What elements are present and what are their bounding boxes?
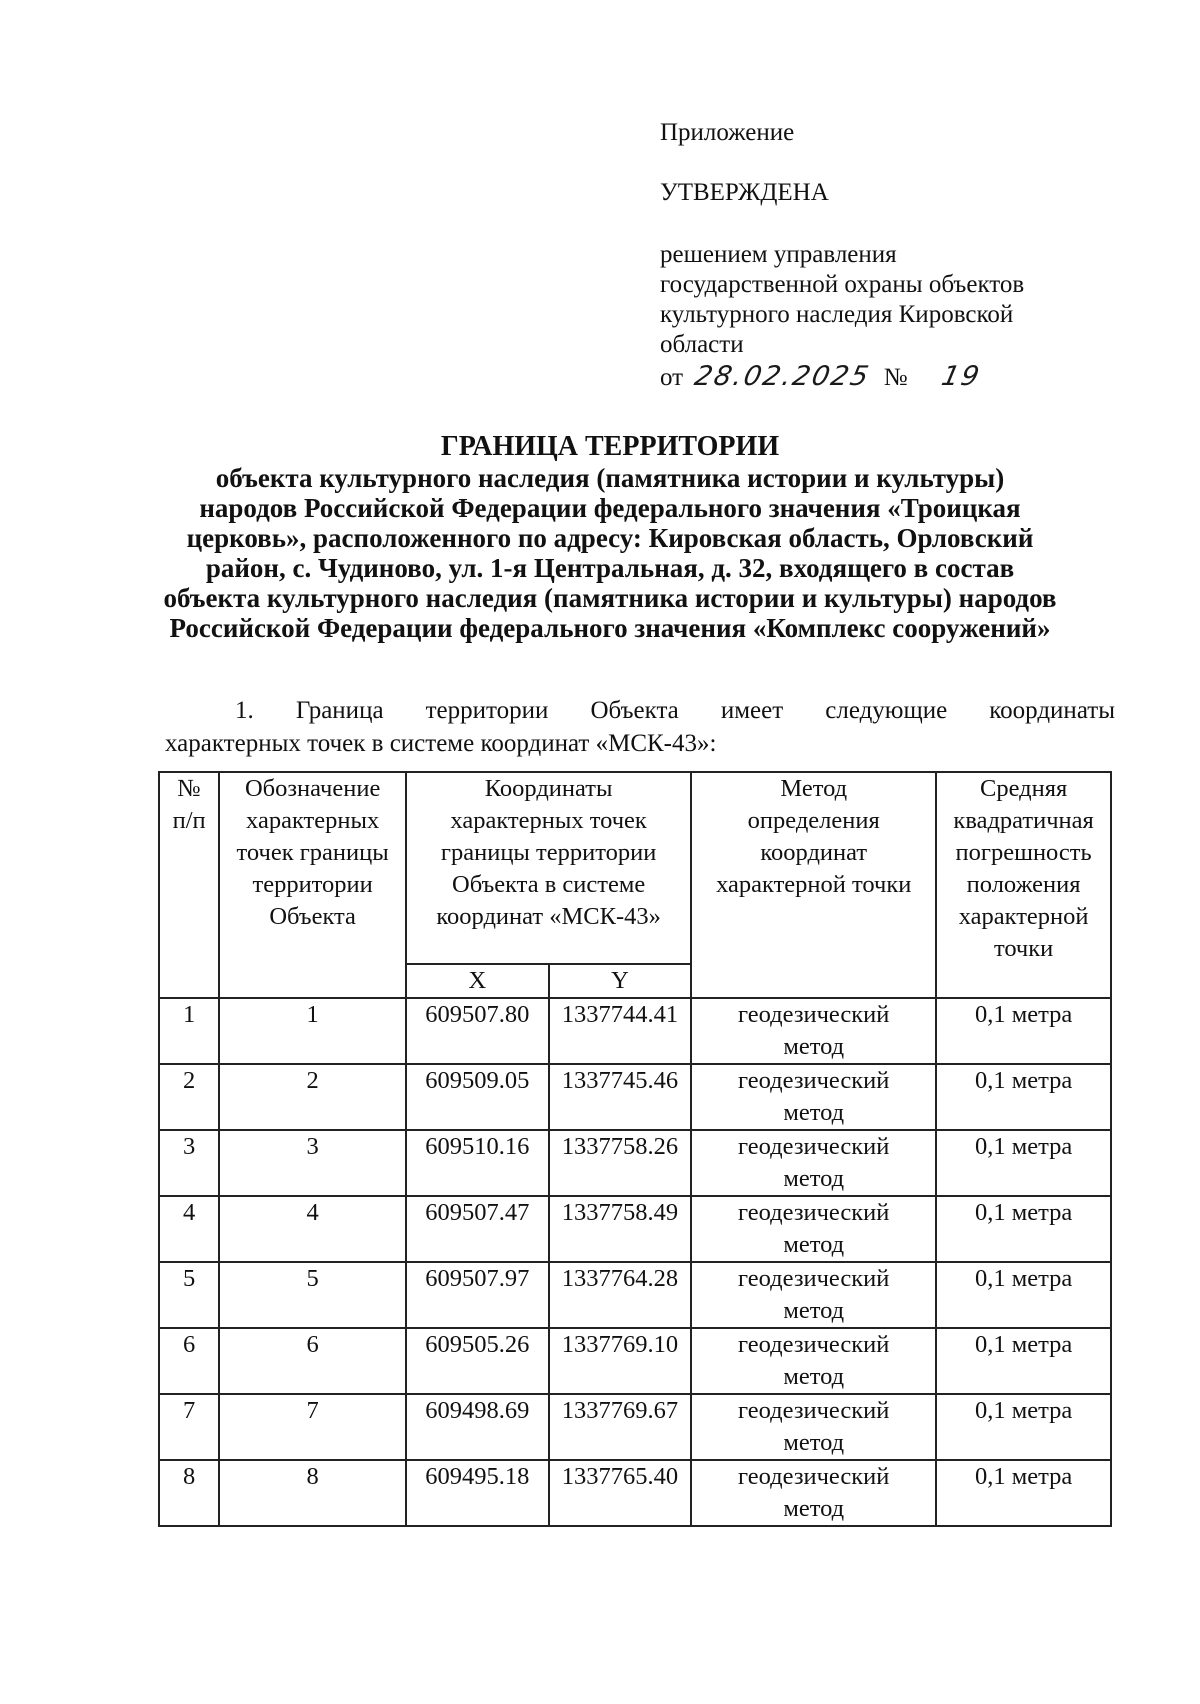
method-text: метод: [783, 1297, 845, 1324]
coordinates-table: [158, 771, 1112, 1527]
table-row: [159, 1064, 1111, 1130]
cell-y: 1337758.49: [549, 1196, 692, 1262]
cell-method: [691, 1394, 936, 1460]
cell-method: [691, 1460, 936, 1526]
cell-point: 3: [219, 1130, 406, 1196]
cell-num: 7: [159, 1394, 219, 1460]
method-text: геодезический: [738, 1133, 890, 1160]
header-text: Метод: [780, 775, 848, 802]
method-text: геодезический: [738, 1067, 890, 1094]
method-text: геодезический: [738, 1265, 890, 1292]
document-title: [150, 432, 1070, 643]
cell-y: 1337758.26: [549, 1130, 692, 1196]
decision-line: решением управления: [660, 241, 897, 268]
cell-point: 6: [219, 1328, 406, 1394]
title-line: объекта культурного наследия (памятника истории и культуры): [215, 463, 1005, 493]
cell-method: [691, 1130, 936, 1196]
method-text: геодезический: [738, 1199, 890, 1226]
cell-y: 1337745.46: [549, 1064, 692, 1130]
cell-point: 8: [219, 1460, 406, 1526]
number-sign: №: [883, 364, 908, 391]
header-text: №: [177, 775, 201, 802]
table-row: [159, 1394, 1111, 1460]
header-coordinates: [406, 772, 691, 964]
method-text: метод: [783, 1495, 845, 1522]
table-row: [159, 998, 1111, 1064]
title-line: Российской Федерации федерального значения «Комплекс сооружений»: [169, 613, 1051, 643]
cell-x: 609507.97: [406, 1262, 549, 1328]
method-text: метод: [783, 1099, 845, 1126]
method-text: геодезический: [738, 1397, 890, 1424]
header-text: точки: [993, 935, 1054, 962]
header-text: характерных точек: [450, 807, 647, 834]
approved-label: [660, 178, 829, 208]
method-text: метод: [783, 1165, 845, 1192]
header-text: точек границы: [236, 839, 389, 866]
header-text: Объекта: [269, 903, 356, 930]
handwritten-date: 28.02.2025: [691, 361, 874, 392]
cell-num: 5: [159, 1262, 219, 1328]
appendix-label: [660, 118, 794, 148]
table-row: [159, 1196, 1111, 1262]
cell-num: 2: [159, 1064, 219, 1130]
paragraph-line: 1. Граница территории Объекта имеет следующие координаты: [235, 697, 1115, 724]
date-number-line: [660, 361, 984, 393]
cell-method: [691, 1064, 936, 1130]
cell-x: 609505.26: [406, 1328, 549, 1394]
cell-error: 0,1 метра: [936, 1460, 1111, 1526]
paragraph-line: характерных точек в системе координат «МСК-43»:: [165, 730, 717, 757]
header-text: характерной точки: [716, 871, 912, 898]
cell-x: 609498.69: [406, 1394, 549, 1460]
header-text: положения: [966, 871, 1081, 898]
cell-error: 0,1 метра: [936, 1130, 1111, 1196]
method-text: метод: [783, 1429, 845, 1456]
cell-num: 6: [159, 1328, 219, 1394]
title-line: объекта культурного наследия (памятника истории и культуры) народов: [163, 583, 1057, 613]
method-text: метод: [783, 1363, 845, 1390]
appendix-text: Приложение: [660, 119, 795, 146]
header-text: п/п: [172, 807, 206, 834]
paragraph-1: [165, 694, 1115, 760]
cell-method: [691, 1196, 936, 1262]
title-line: церковь», расположенного по адресу: Кировская область, Орловский: [186, 523, 1034, 553]
cell-error: 0,1 метра: [936, 998, 1111, 1064]
header-y: Y: [549, 964, 692, 998]
cell-point: 4: [219, 1196, 406, 1262]
header-text: Объекта в системе: [452, 871, 646, 898]
cell-y: 1337764.28: [549, 1262, 692, 1328]
table-row: [159, 1262, 1111, 1328]
cell-num: 8: [159, 1460, 219, 1526]
title-main: ГРАНИЦА ТЕРРИТОРИИ: [440, 431, 780, 462]
cell-x: 609495.18: [406, 1460, 549, 1526]
table-row: [159, 1460, 1111, 1526]
cell-error: 0,1 метра: [936, 1328, 1111, 1394]
date-prefix: от: [660, 364, 684, 391]
cell-x: 609507.80: [406, 998, 549, 1064]
header-text: Обозначение: [244, 775, 381, 802]
header-text: координат «МСК-43»: [436, 903, 661, 930]
cell-error: 0,1 метра: [936, 1394, 1111, 1460]
title-line: район, с. Чудиново, ул. 1-я Центральная, д. 32, входящего в состав: [205, 553, 1015, 583]
header-text: характерных: [246, 807, 380, 834]
cell-point: 7: [219, 1394, 406, 1460]
header-text: определения: [747, 807, 880, 834]
method-text: геодезический: [738, 1331, 890, 1358]
cell-error: 0,1 метра: [936, 1262, 1111, 1328]
decision-block: [660, 240, 1024, 360]
header-text: погрешность: [955, 839, 1092, 866]
header-text: границы территории: [440, 839, 657, 866]
decision-line: культурного наследия Кировской: [660, 301, 1014, 328]
cell-point: 2: [219, 1064, 406, 1130]
cell-point: 5: [219, 1262, 406, 1328]
decision-line: государственной охраны объектов: [660, 271, 1025, 298]
method-text: геодезический: [738, 1463, 890, 1490]
cell-num: 4: [159, 1196, 219, 1262]
title-line: народов Российской Федерации федерального значения «Троицкая: [199, 493, 1021, 523]
approved-text: УТВЕРЖДЕНА: [660, 179, 829, 206]
cell-y: 1337769.10: [549, 1328, 692, 1394]
cell-method: [691, 1328, 936, 1394]
header-text: территории: [252, 871, 373, 898]
cell-y: 1337765.40: [549, 1460, 692, 1526]
handwritten-number: 19: [938, 361, 984, 392]
decision-line: области: [660, 331, 744, 358]
cell-error: 0,1 метра: [936, 1196, 1111, 1262]
method-text: метод: [783, 1231, 845, 1258]
header-method: [691, 772, 936, 998]
cell-num: 3: [159, 1130, 219, 1196]
cell-error: 0,1 метра: [936, 1064, 1111, 1130]
method-text: геодезический: [738, 1001, 890, 1028]
table-row: [159, 1130, 1111, 1196]
cell-method: [691, 998, 936, 1064]
method-text: метод: [783, 1033, 845, 1060]
header-error: [936, 772, 1111, 998]
cell-x: 609509.05: [406, 1064, 549, 1130]
header-text: координат: [760, 839, 868, 866]
header-text: Координаты: [484, 775, 613, 802]
header-designation: [219, 772, 406, 998]
header-text: квадратичная: [953, 807, 1094, 834]
cell-x: 609507.47: [406, 1196, 549, 1262]
cell-y: 1337744.41: [549, 998, 692, 1064]
table-row: [159, 1328, 1111, 1394]
header-text: характерной: [958, 903, 1089, 930]
cell-y: 1337769.67: [549, 1394, 692, 1460]
cell-point: 1: [219, 998, 406, 1064]
cell-method: [691, 1262, 936, 1328]
cell-num: 1: [159, 998, 219, 1064]
cell-x: 609510.16: [406, 1130, 549, 1196]
header-num: [159, 772, 219, 998]
header-x: X: [406, 964, 549, 998]
header-text: Средняя: [979, 775, 1068, 802]
